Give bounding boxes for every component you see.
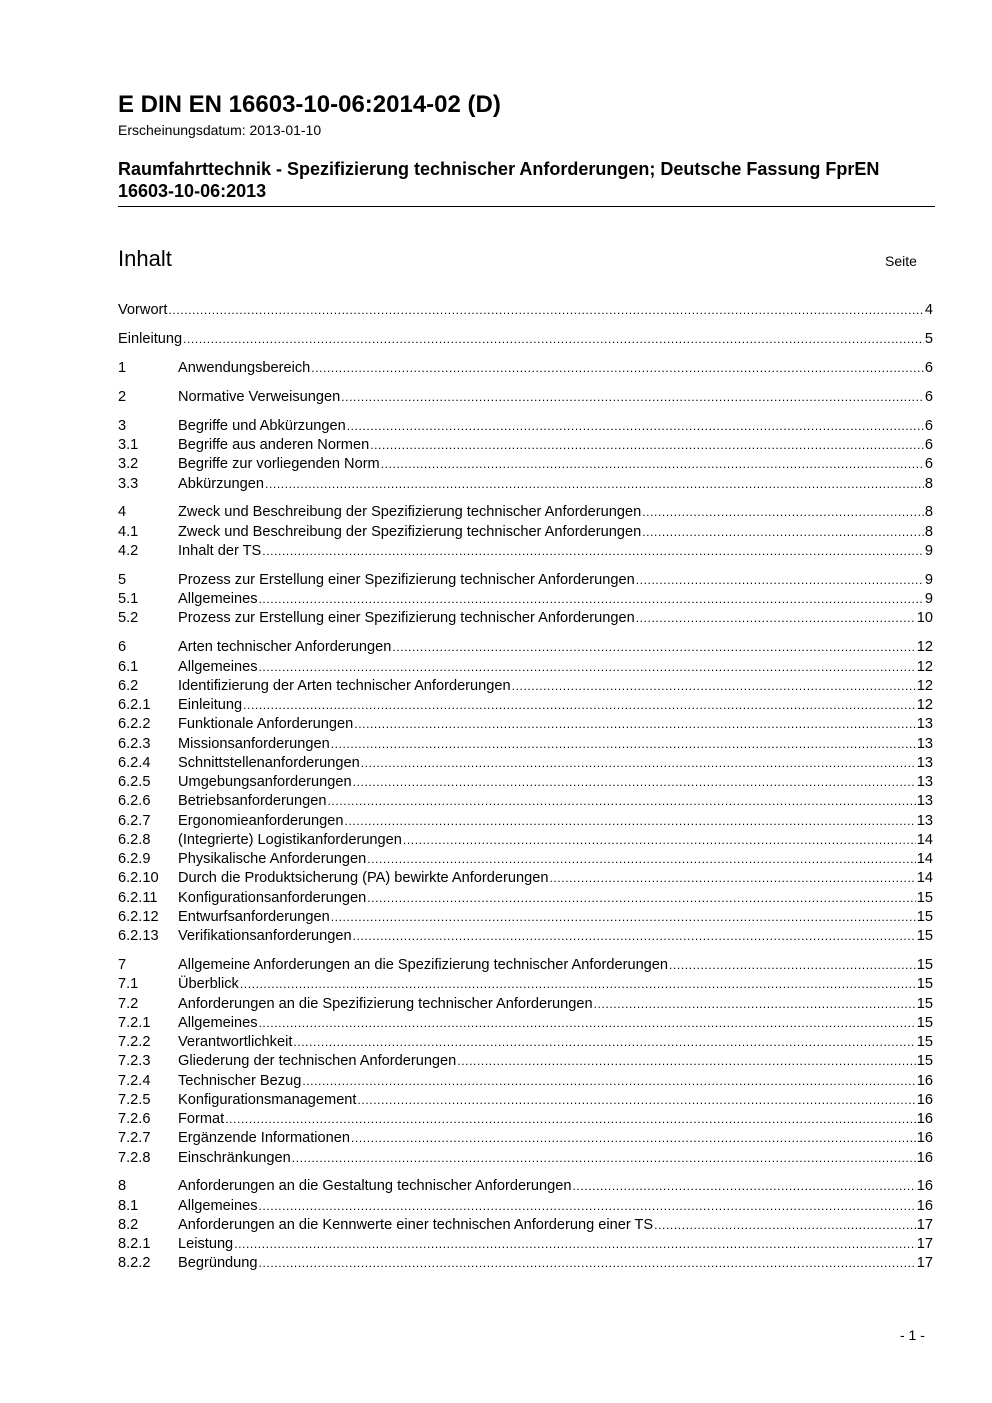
toc-entry-page: 10 (916, 610, 933, 627)
toc-entry[interactable] (118, 908, 933, 927)
toc-entry-label: Allgemeine Anforderungen an die Spezifizierung technischer Anforderungen (178, 957, 669, 973)
toc-entry-label: Anwendungsbereich (178, 359, 311, 376)
toc-dot-leader (168, 301, 923, 320)
toc-entry[interactable] (118, 542, 933, 561)
toc-entry-number: 4.2 (118, 542, 139, 559)
table-of-contents (118, 301, 933, 1274)
toc-entry-number: 6.2.6 (118, 793, 151, 810)
toc-entry-label: Identifizierung der Arten technischer Anforderungen (178, 677, 511, 694)
toc-entry[interactable] (118, 609, 933, 628)
toc-dot-leader (642, 503, 924, 522)
toc-entry[interactable] (118, 1254, 933, 1273)
toc-entry[interactable] (118, 417, 933, 436)
toc-dot-leader (259, 1014, 916, 1033)
toc-entry-label: Physikalische Anforderungen (178, 851, 367, 868)
toc-entry-page: 13 (916, 735, 933, 752)
toc-entry-label: Anforderungen an die Kennwerte einer technischen Anforderung einer TS (178, 1216, 654, 1233)
toc-entry-label: Begründung (178, 1255, 258, 1272)
toc-entry[interactable] (118, 715, 933, 734)
toc-entry-number: 6.2.1 (118, 697, 151, 714)
toc-entry[interactable] (118, 1197, 933, 1216)
toc-entry[interactable] (118, 359, 933, 378)
toc-entry[interactable] (118, 1033, 933, 1052)
toc-entry[interactable] (118, 1072, 933, 1091)
toc-entry-page: 17 (916, 1236, 933, 1253)
document-title: Raumfahrttechnik - Spezifizierung technischer Anforderungen; Deutsche Fassung FprEN 16603-10-06:2013 (118, 159, 880, 201)
toc-entry[interactable] (118, 301, 933, 320)
toc-entry-label: Anforderungen an die Gestaltung technischer Anforderungen (178, 1178, 572, 1195)
toc-entry-number: 5 (118, 571, 127, 588)
toc-entry-number: 6.2.3 (118, 735, 151, 752)
toc-dot-leader (353, 773, 916, 792)
toc-entry-number: 6.2.9 (118, 851, 151, 868)
toc-entry[interactable] (118, 658, 933, 677)
toc-entry-page: 12 (916, 658, 933, 675)
document-id: E DIN EN 16603-10-06:2014-02 (D) (118, 91, 501, 118)
toc-entry[interactable] (118, 975, 933, 994)
toc-entry-number: 7.2 (118, 995, 139, 1012)
toc-entry-number: 3.3 (118, 475, 139, 492)
toc-entry-page: 13 (916, 793, 933, 810)
toc-entry[interactable] (118, 436, 933, 455)
toc-dot-leader (370, 436, 924, 455)
toc-entry-page: 15 (916, 976, 933, 993)
toc-entry-page: 13 (916, 812, 933, 829)
toc-entry-number: 4.1 (118, 523, 139, 540)
toc-entry-label: Verifikationsanforderungen (178, 928, 352, 945)
toc-entry-label: Vorwort (118, 302, 168, 318)
toc-entry-label: Konfigurationsmanagement (178, 1091, 357, 1108)
toc-dot-leader (573, 1177, 916, 1196)
toc-entry[interactable] (118, 677, 933, 696)
toc-dot-leader (225, 1110, 916, 1129)
toc-entry-number: 7.2.7 (118, 1130, 151, 1147)
toc-entry-page: 5 (924, 330, 933, 347)
toc-dot-leader (636, 609, 916, 628)
toc-dot-leader (259, 1197, 916, 1216)
toc-entry-page: 8 (924, 504, 933, 521)
toc-entry-page: 15 (916, 889, 933, 906)
toc-entry-number: 7.2.4 (118, 1072, 151, 1089)
toc-entry-label: Einleitung (118, 330, 183, 347)
toc-dot-leader (311, 359, 924, 378)
toc-entry-page: 15 (916, 1053, 933, 1070)
toc-entry[interactable] (118, 696, 933, 715)
toc-entry[interactable] (118, 1091, 933, 1110)
toc-entry-page: 9 (924, 571, 933, 588)
toc-entry[interactable] (118, 590, 933, 609)
toc-dot-leader (292, 1149, 916, 1168)
toc-entry-page: 16 (916, 1072, 933, 1089)
toc-entry-label: Konfigurationsanforderungen (178, 889, 367, 906)
toc-entry-page: 15 (916, 928, 933, 945)
toc-entry-page: 6 (924, 388, 933, 405)
toc-dot-leader (302, 1072, 915, 1091)
toc-entry-page: 14 (916, 831, 933, 848)
publication-date: Erscheinungsdatum: 2013-01-10 (118, 122, 322, 138)
toc-entry-label: Allgemeines (178, 591, 258, 608)
toc-dot-leader (642, 523, 924, 542)
toc-entry-page: 14 (916, 870, 933, 887)
toc-entry-label: Gliederung der technischen Anforderungen (178, 1053, 457, 1070)
toc-dot-leader (354, 715, 916, 734)
toc-dot-leader (240, 975, 916, 994)
toc-entry-label: Prozess zur Erstellung einer Spezifizierung technischer Anforderungen (178, 610, 635, 627)
toc-entry-number: 6.2.13 (118, 928, 159, 945)
toc-entry-label: Einleitung (178, 697, 243, 714)
toc-entry-label: Zweck und Beschreibung der Spezifizierung technischer Anforderungen (178, 523, 642, 540)
toc-entry-number: 7.2.3 (118, 1053, 151, 1070)
toc-entry[interactable] (118, 571, 933, 590)
toc-entry-number: 1 (118, 359, 127, 376)
toc-entry-page: 15 (916, 957, 933, 973)
toc-entry[interactable] (118, 330, 933, 349)
toc-entry-number: 4 (118, 504, 127, 521)
toc-entry[interactable] (118, 773, 933, 792)
toc-dot-leader (654, 1216, 916, 1235)
toc-entry[interactable] (118, 1177, 933, 1196)
toc-entry-page: 16 (916, 1091, 933, 1108)
toc-entry-label: Durch die Produktsicherung (PA) bewirkte Anforderungen (178, 870, 549, 887)
toc-entry-page: 6 (924, 437, 933, 453)
toc-entry-page: 15 (916, 1034, 933, 1050)
toc-entry[interactable] (118, 850, 933, 869)
toc-entry-label: Überblick (178, 976, 239, 993)
toc-dot-leader (293, 1033, 915, 1052)
toc-entry-label: Prozess zur Erstellung einer Spezifizierung technischer Anforderungen (178, 571, 635, 588)
toc-entry-label: Begriffe und Abkürzungen (178, 417, 346, 434)
toc-entry-page: 8 (924, 475, 933, 492)
toc-dot-leader (183, 330, 924, 349)
toc-entry-label: Normative Verweisungen (178, 388, 341, 405)
toc-entry-label: Leistung (178, 1236, 234, 1253)
toc-dot-leader (636, 571, 924, 590)
toc-entry-label: Format (178, 1111, 225, 1127)
toc-entry[interactable] (118, 1216, 933, 1235)
toc-dot-leader (259, 658, 916, 677)
toc-entry-number: 7.2.8 (118, 1149, 151, 1166)
toc-entry-number: 7.2.2 (118, 1034, 151, 1050)
toc-entry[interactable] (118, 1014, 933, 1033)
toc-entry-number: 6.2.5 (118, 774, 151, 791)
toc-dot-leader (353, 927, 916, 946)
toc-entry[interactable] (118, 735, 933, 754)
toc-dot-leader (549, 869, 915, 888)
toc-entry-label: Missionsanforderungen (178, 735, 330, 752)
toc-entry-page: 16 (916, 1130, 933, 1147)
toc-dot-leader (512, 677, 916, 696)
toc-dot-leader (457, 1052, 915, 1071)
toc-dot-leader (234, 1235, 916, 1254)
toc-entry-page: 17 (916, 1216, 933, 1233)
toc-entry-page: 17 (916, 1255, 933, 1272)
toc-entry[interactable] (118, 1052, 933, 1071)
toc-dot-leader (403, 831, 916, 850)
toc-entry-number: 3.1 (118, 437, 139, 453)
toc-entry-page: 9 (924, 542, 933, 559)
toc-entry[interactable] (118, 831, 933, 850)
toc-entry-page: 15 (916, 995, 933, 1012)
toc-entry-number: 8.2.1 (118, 1236, 151, 1253)
toc-entry[interactable] (118, 1129, 933, 1148)
toc-entry[interactable] (118, 869, 933, 888)
toc-entry[interactable] (118, 927, 933, 946)
toc-entry-label: Zweck und Beschreibung der Spezifizierung technischer Anforderungen (178, 504, 642, 521)
toc-entry-label: Allgemeines (178, 1197, 258, 1214)
toc-entry-number: 5.1 (118, 591, 139, 608)
toc-entry-label: Technischer Bezug (178, 1072, 302, 1089)
toc-entry-number: 8.1 (118, 1197, 139, 1214)
toc-entry[interactable] (118, 995, 933, 1014)
toc-entry-number: 7.1 (118, 976, 139, 993)
toc-entry-page: 16 (916, 1149, 933, 1166)
toc-entry-label: Begriffe zur vorliegenden Norm (178, 456, 380, 473)
toc-entry-page: 15 (916, 1014, 933, 1031)
toc-dot-leader (357, 1091, 915, 1110)
toc-entry-label: Abkürzungen (178, 475, 265, 492)
toc-entry-label: Betriebsanforderungen (178, 793, 327, 810)
toc-entry[interactable] (118, 1149, 933, 1168)
toc-entry-number: 8.2 (118, 1216, 139, 1233)
toc-dot-leader (351, 1129, 916, 1148)
toc-entry-number: 7.2.5 (118, 1091, 151, 1108)
toc-entry-page: 14 (916, 851, 933, 868)
toc-dot-leader (265, 475, 924, 494)
toc-entry[interactable] (118, 523, 933, 542)
toc-dot-leader (345, 812, 916, 831)
toc-entry-label: Begriffe aus anderen Normen (178, 437, 370, 453)
toc-entry[interactable] (118, 812, 933, 831)
toc-entry-label: Allgemeines (178, 1014, 258, 1031)
toc-entry-number: 6.2.12 (118, 908, 159, 925)
toc-entry-number: 3.2 (118, 456, 139, 473)
toc-entry-label: (Integrierte) Logistikanforderungen (178, 831, 402, 848)
toc-dot-leader (341, 388, 924, 407)
toc-entry-page: 6 (924, 456, 933, 473)
toc-entry[interactable] (118, 475, 933, 494)
toc-entry-number: 8.2.2 (118, 1255, 151, 1272)
toc-entry-page: 16 (916, 1111, 933, 1127)
toc-entry-number: 6.2.11 (118, 889, 158, 906)
toc-entry-label: Arten technischer Anforderungen (178, 639, 392, 656)
toc-dot-leader (243, 696, 916, 715)
toc-entry-page: 16 (916, 1197, 933, 1214)
toc-dot-leader (367, 889, 916, 908)
toc-entry-label: Verantwortlichkeit (178, 1034, 293, 1050)
toc-dot-leader (259, 1254, 916, 1273)
page-number: - 1 - (900, 1327, 925, 1343)
toc-entry[interactable] (118, 792, 933, 811)
toc-entry-number: 6.2.8 (118, 831, 151, 848)
toc-entry-page: 13 (916, 774, 933, 791)
toc-entry-page: 12 (916, 697, 933, 714)
title-divider (118, 206, 935, 207)
toc-dot-leader (392, 638, 915, 657)
toc-entry-number: 7.2.1 (118, 1014, 151, 1031)
toc-entry[interactable] (118, 388, 933, 407)
toc-entry[interactable] (118, 503, 933, 522)
toc-entry-label: Einschränkungen (178, 1149, 291, 1166)
toc-entry-page: 16 (916, 1178, 933, 1195)
toc-entry-label: Inhalt der TS (178, 542, 262, 559)
toc-entry-number: 6.1 (118, 658, 139, 675)
toc-dot-leader (331, 735, 916, 754)
toc-entry[interactable] (118, 754, 933, 773)
toc-entry-number: 7 (118, 957, 127, 973)
toc-entry-label: Schnittstellenanforderungen (178, 754, 360, 771)
toc-entry-number: 6.2.2 (118, 716, 151, 733)
toc-entry-label: Umgebungsanforderungen (178, 774, 352, 791)
toc-dot-leader (367, 850, 916, 869)
toc-entry-label: Funktionale Anforderungen (178, 716, 354, 733)
toc-entry-label: Allgemeines (178, 658, 258, 675)
toc-entry-number: 6.2.10 (118, 870, 159, 887)
toc-entry-number: 6.2.4 (118, 754, 151, 771)
toc-dot-leader (259, 590, 924, 609)
toc-entry-page: 15 (916, 908, 933, 925)
toc-dot-leader (594, 995, 916, 1014)
toc-entry-label: Anforderungen an die Spezifizierung technischer Anforderungen (178, 995, 593, 1012)
toc-entry-page: 6 (924, 417, 933, 434)
toc-entry-page: 13 (916, 716, 933, 733)
toc-dot-leader (331, 908, 916, 927)
toc-dot-leader (347, 417, 924, 436)
toc-entry[interactable] (118, 889, 933, 908)
toc-entry-number: 8 (118, 1178, 127, 1195)
toc-entry-page: 9 (924, 591, 933, 608)
toc-entry-number: 6.2 (118, 677, 139, 694)
toc-entry-label: Ergänzende Informationen (178, 1130, 350, 1147)
toc-dot-leader (327, 792, 915, 811)
toc-entry[interactable] (118, 1235, 933, 1254)
toc-entry-number: 7.2.6 (118, 1111, 151, 1127)
toc-dot-leader (262, 542, 924, 561)
toc-dot-leader (381, 455, 924, 474)
toc-entry-number: 6 (118, 639, 127, 656)
toc-entry-number: 2 (118, 388, 127, 405)
toc-entry-label: Ergonomieanforderungen (178, 812, 344, 829)
toc-entry-page: 12 (916, 677, 933, 694)
toc-entry-page: 8 (924, 523, 933, 540)
toc-entry-page: 4 (924, 302, 933, 318)
toc-entry-number: 3 (118, 417, 127, 434)
toc-entry-page: 6 (924, 359, 933, 376)
toc-entry[interactable] (118, 455, 933, 474)
toc-dot-leader (669, 956, 916, 975)
toc-entry-number: 5.2 (118, 610, 139, 627)
toc-entry[interactable] (118, 638, 933, 657)
toc-entry[interactable] (118, 1110, 933, 1129)
toc-dot-leader (361, 754, 916, 773)
toc-entry-label: Entwurfsanforderungen (178, 908, 330, 925)
toc-entry[interactable] (118, 956, 933, 975)
toc-heading: Inhalt (118, 246, 172, 271)
toc-entry-page: 13 (916, 754, 933, 771)
toc-entry-page: 12 (916, 639, 933, 656)
toc-entry-number: 6.2.7 (118, 812, 151, 829)
page-column-label: Seite (885, 253, 917, 269)
